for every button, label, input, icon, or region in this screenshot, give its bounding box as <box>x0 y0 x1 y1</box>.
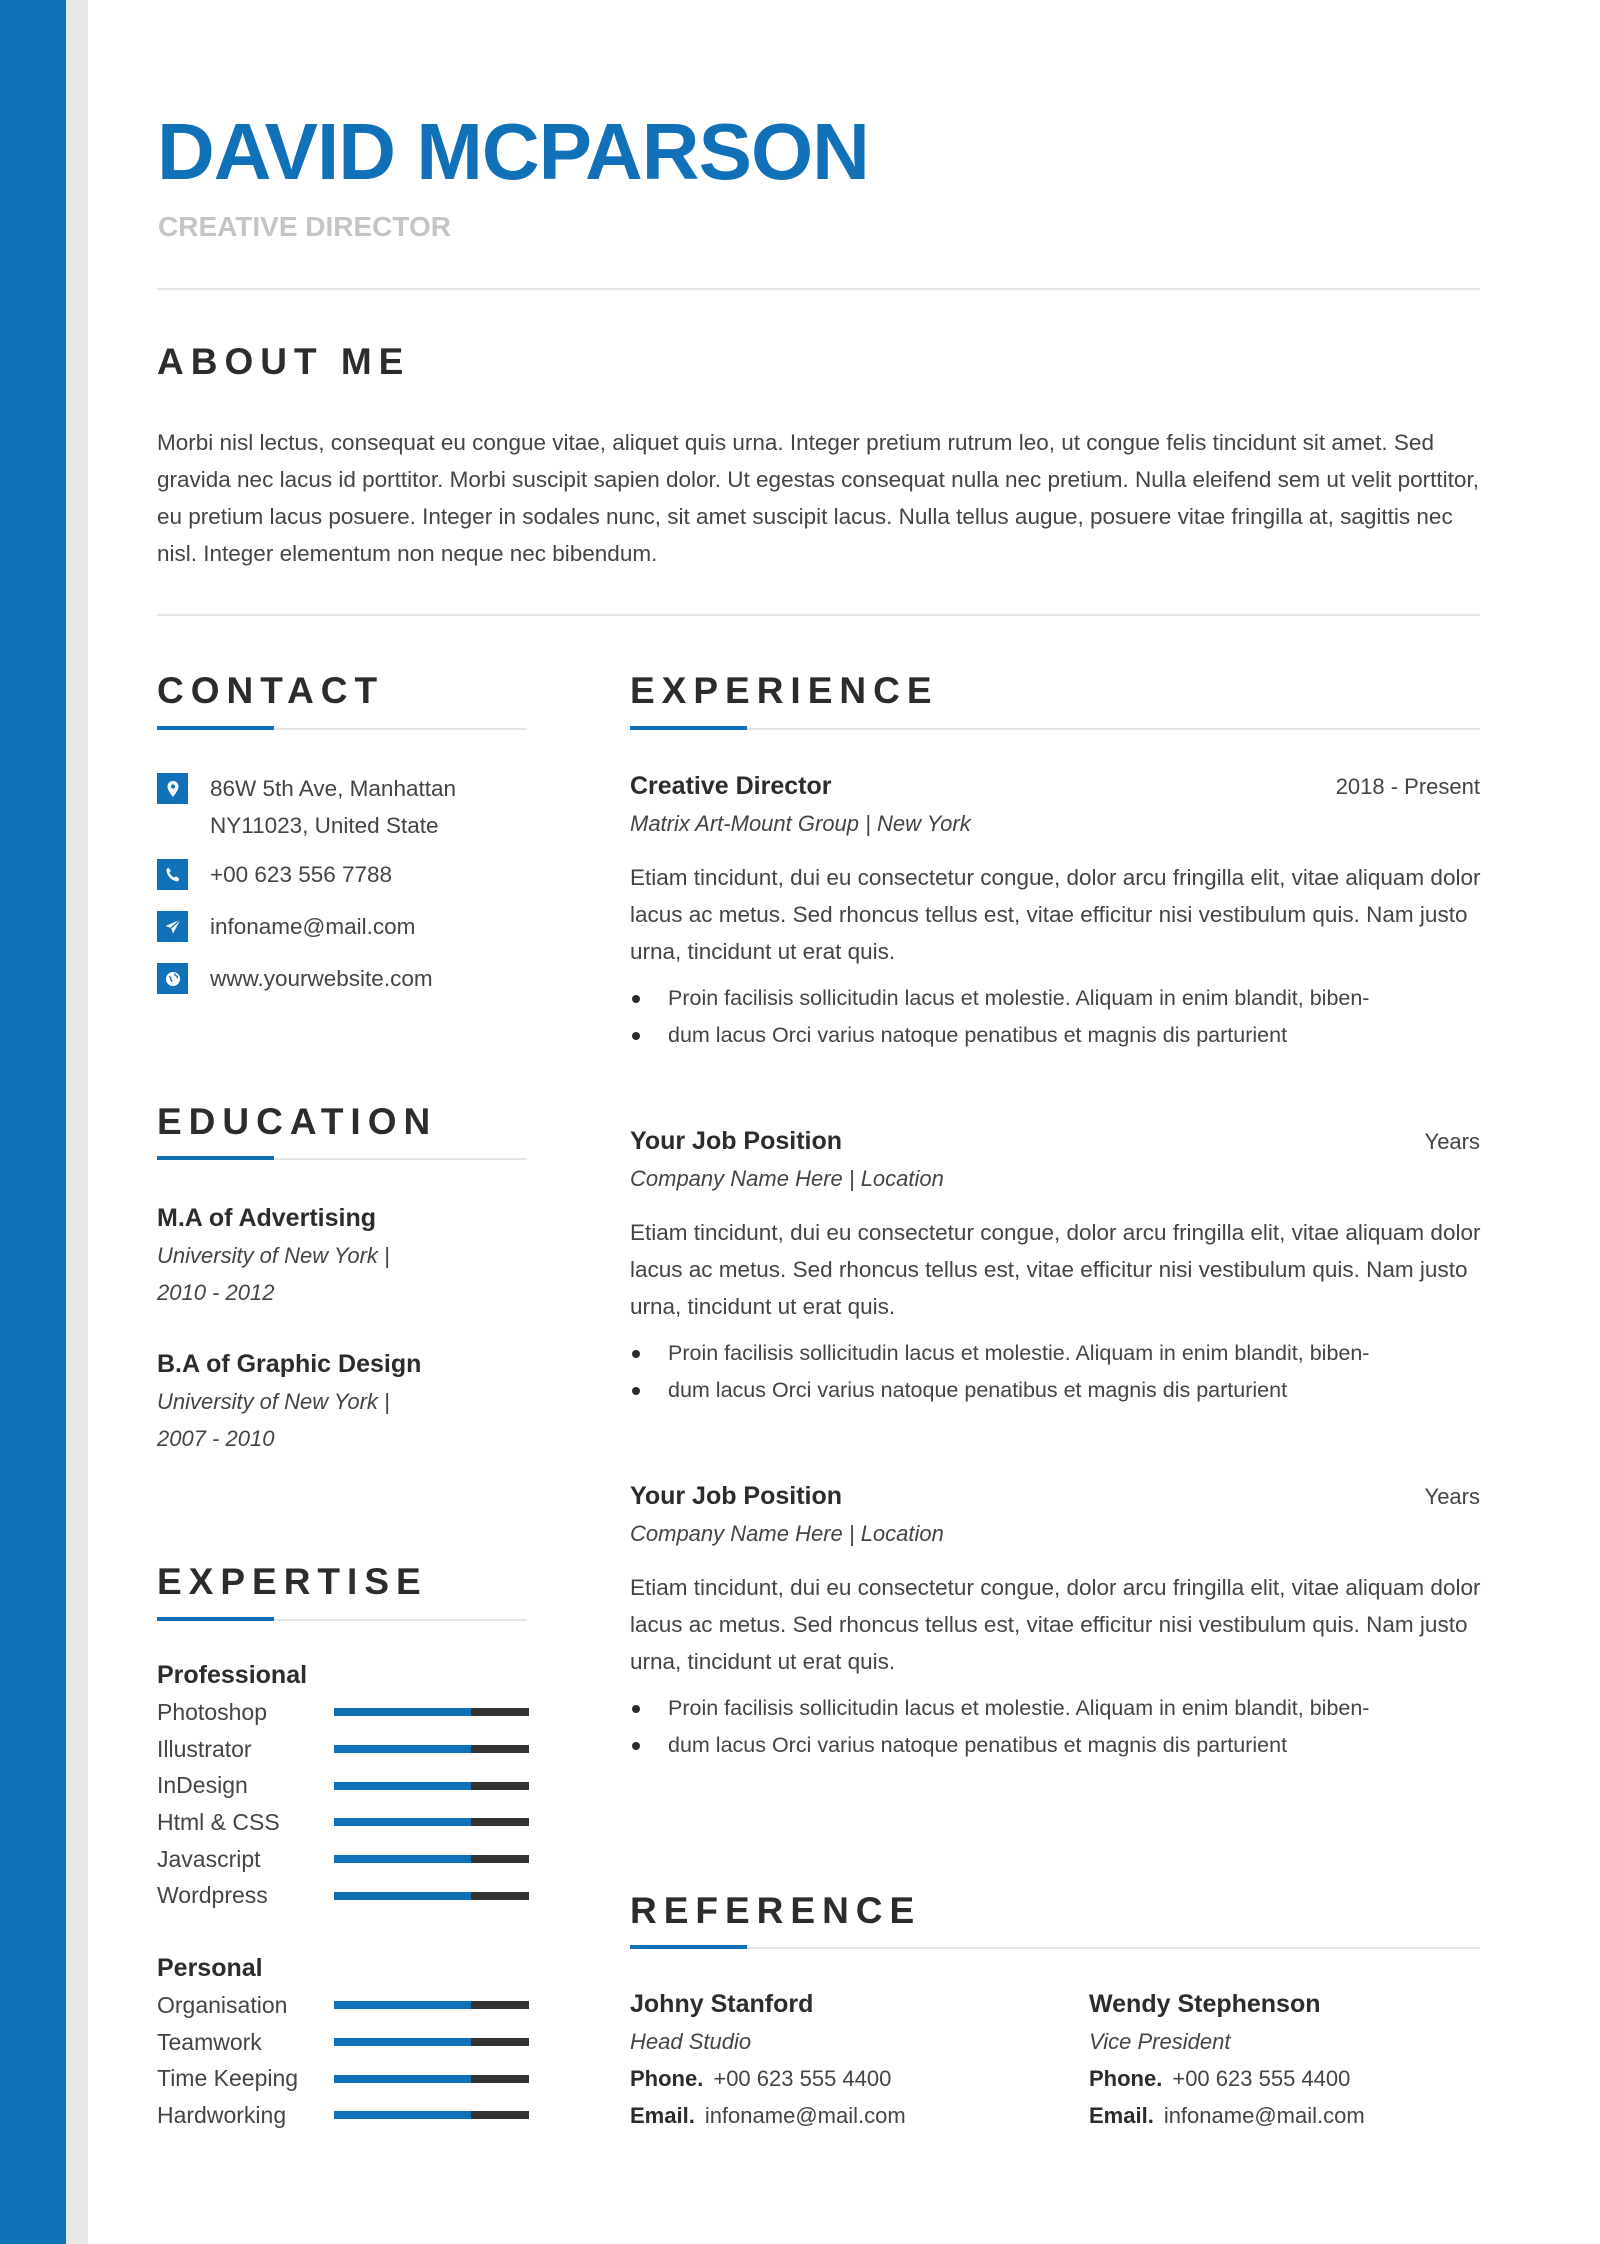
skill-name: Wordpress <box>157 1882 268 1909</box>
education-degree: M.A of Advertising <box>157 1204 376 1232</box>
skill-name: Illustrator <box>157 1735 252 1762</box>
contact-title: CONTACT <box>157 670 385 711</box>
skill-bar <box>334 1708 529 1716</box>
personal-label: Personal <box>157 1954 263 1982</box>
skill-bar <box>334 1855 529 1863</box>
job-bullets <box>630 980 1490 1054</box>
contact-phone <box>157 856 537 893</box>
skill-name: Time Keeping <box>157 2065 299 2092</box>
reference-email-value: infoname@mail.com <box>1163 2103 1365 2128</box>
education-item <box>157 1346 421 1457</box>
about-text: Morbi nisl lectus, consequat eu congue vitae, aliquet quis urna. Integer pretium rutrum leo, ut congue felis tincidunt sit amet. Sed gravida nec lacus id porttitor. Morbi suscipit sapien dolor. Ut egestas consequat nulla nec pretium. Nulla eleifend sem ut velit porttitor, eu pretium lacus posuere. Integer in sodales nunc, sit amet suscipit lacus. Nulla tellus augue, posuere vitae fringilla at, sagittis nec nisl. Integer elementum non neque nec bibendum. <box>157 430 1479 566</box>
skill-bar-fill <box>334 2001 471 2009</box>
job-description: Etiam tincidunt, dui eu consectetur congue, dolor arcu fringilla elit, vitae aliquam dolor lacus ac metus. Sed rhoncus tellus est, vitae efficitur nisi vestibulum quis. Nam justo urna, tincidunt ut erat quis. <box>630 1220 1481 1319</box>
education-years: 2007 - 2010 <box>157 1426 275 1451</box>
email-label: Email. <box>630 2103 695 2128</box>
reference-phone <box>630 2060 906 2097</box>
skill-name: Javascript <box>157 1845 261 1872</box>
expertise-underline-accent <box>157 1617 274 1621</box>
skill-name: Photoshop <box>157 1698 267 1725</box>
skill-bar-fill <box>334 1782 471 1790</box>
header-divider <box>157 288 1480 290</box>
reference-email <box>630 2097 906 2134</box>
skill-row <box>157 1987 532 2024</box>
skill-row <box>157 1694 532 1731</box>
candidate-role: CREATIVE DIRECTOR <box>158 211 451 242</box>
job-title: Your Job Position <box>630 1482 843 1510</box>
reference-phone <box>1089 2060 1365 2097</box>
skill-bar-fill <box>334 1892 471 1900</box>
skill-name: Hardworking <box>157 2101 287 2128</box>
skill-bar-fill <box>334 1818 471 1826</box>
skill-row <box>157 1841 532 1878</box>
education-school: University of New York | <box>157 1389 390 1414</box>
reference-name: Johny Stanford <box>630 1990 814 2018</box>
skill-bar <box>334 2001 529 2009</box>
reference-email <box>1089 2097 1365 2134</box>
job-bullets <box>630 1335 1490 1409</box>
education-underline-accent <box>157 1156 274 1160</box>
skill-row <box>157 1767 532 1804</box>
phone-icon <box>157 859 188 890</box>
skill-row <box>157 2024 532 2061</box>
job-bullets <box>630 1690 1490 1764</box>
education-school: University of New York | <box>157 1243 390 1268</box>
education-title: EDUCATION <box>157 1101 438 1142</box>
job-period: Years <box>1424 1129 1480 1154</box>
job-period: 2018 - Present <box>1335 774 1480 799</box>
job-bullet: Proin facilisis sollicitudin lacus et molestie. Aliquam in enim blandit, biben- <box>630 980 1490 1017</box>
globe-icon <box>157 963 188 994</box>
about-divider <box>157 614 1480 616</box>
candidate-name: DAVID MCPARSON <box>157 107 869 196</box>
skill-bar-fill <box>334 1855 471 1863</box>
skill-row <box>157 2060 532 2097</box>
reference-underline <box>630 1947 1480 1949</box>
skill-bar <box>334 2075 529 2083</box>
job-bullet: dum lacus Orci varius natoque penatibus et magnis dis parturient <box>630 1017 1490 1054</box>
job-description: Etiam tincidunt, dui eu consectetur congue, dolor arcu fringilla elit, vitae aliquam dolor lacus ac metus. Sed rhoncus tellus est, vitae efficitur nisi vestibulum quis. Nam justo urna, tincidunt ut erat quis. <box>630 1575 1481 1674</box>
professional-skills <box>157 1694 532 1914</box>
experience-underline-accent <box>630 726 747 730</box>
personal-skills <box>157 1987 532 2134</box>
reference-role: Head Studio <box>630 2029 752 2054</box>
job-company: Matrix Art-Mount Group | New York <box>630 811 971 836</box>
job-entry <box>630 1123 1480 1409</box>
job-bullet: dum lacus Orci varius natoque penatibus et magnis dis parturient <box>630 1372 1490 1409</box>
reference-email-value: infoname@mail.com <box>704 2103 906 2128</box>
skill-bar <box>334 1892 529 1900</box>
education-degree: B.A of Graphic Design <box>157 1350 422 1378</box>
address-line-1: 86W 5th Ave, Manhattan <box>210 776 456 801</box>
reference-card <box>630 1986 906 2134</box>
reference-title: REFERENCE <box>630 1890 922 1931</box>
skill-row <box>157 1804 532 1841</box>
skill-row <box>157 1731 532 1768</box>
skill-name: Html & CSS <box>157 1808 280 1835</box>
email-text: infoname@mail.com <box>210 914 416 939</box>
skill-bar <box>334 2111 529 2119</box>
phone-label: Phone. <box>630 2066 704 2091</box>
skill-bar <box>334 1818 529 1826</box>
professional-label: Professional <box>157 1661 308 1689</box>
skill-row <box>157 2097 532 2134</box>
job-company: Company Name Here | Location <box>630 1166 944 1191</box>
send-icon <box>157 911 188 942</box>
skill-bar-fill <box>334 2075 471 2083</box>
contact-address <box>157 770 537 844</box>
website-text: www.yourwebsite.com <box>210 966 433 991</box>
job-period: Years <box>1424 1484 1480 1509</box>
contact-email <box>157 908 537 945</box>
phone-text: +00 623 556 7788 <box>210 862 393 887</box>
phone-label: Phone. <box>1089 2066 1163 2091</box>
contact-underline-accent <box>157 726 274 730</box>
job-title: Creative Director <box>630 772 832 800</box>
job-entry <box>630 1478 1480 1764</box>
job-title: Your Job Position <box>630 1127 843 1155</box>
job-bullet: dum lacus Orci varius natoque penatibus et magnis dis parturient <box>630 1727 1490 1764</box>
reference-phone-value: +00 623 555 4400 <box>713 2066 892 2091</box>
job-entry <box>630 768 1480 1054</box>
job-company: Company Name Here | Location <box>630 1521 944 1546</box>
skill-row <box>157 1877 532 1914</box>
skill-name: Teamwork <box>157 2028 262 2055</box>
experience-underline <box>630 728 1480 730</box>
skill-name: Organisation <box>157 1991 288 2018</box>
address-line-2: NY11023, United State <box>210 813 439 838</box>
skill-bar-fill <box>334 2038 471 2046</box>
reference-phone-value: +00 623 555 4400 <box>1172 2066 1351 2091</box>
experience-title: EXPERIENCE <box>630 670 939 711</box>
email-label: Email. <box>1089 2103 1154 2128</box>
contact-website <box>157 960 537 997</box>
skill-bar-fill <box>334 1745 471 1753</box>
education-years: 2010 - 2012 <box>157 1280 275 1305</box>
reference-name: Wendy Stephenson <box>1089 1990 1321 2018</box>
education-item <box>157 1200 390 1311</box>
left-grey-strip <box>66 0 88 2244</box>
skill-bar <box>334 1745 529 1753</box>
skill-bar <box>334 1782 529 1790</box>
left-accent-bar <box>0 0 66 2244</box>
job-description: Etiam tincidunt, dui eu consectetur congue, dolor arcu fringilla elit, vitae aliquam dolor lacus ac metus. Sed rhoncus tellus est, vitae efficitur nisi vestibulum quis. Nam justo urna, tincidunt ut erat quis. <box>630 865 1481 964</box>
skill-bar-fill <box>334 2111 471 2119</box>
skill-name: InDesign <box>157 1772 248 1799</box>
reference-role: Vice President <box>1089 2029 1231 2054</box>
skill-bar <box>334 2038 529 2046</box>
reference-underline-accent <box>630 1945 747 1949</box>
skill-bar-fill <box>334 1708 471 1716</box>
expertise-title: EXPERTISE <box>157 1561 428 1602</box>
job-bullet: Proin facilisis sollicitudin lacus et molestie. Aliquam in enim blandit, biben- <box>630 1690 1490 1727</box>
reference-card <box>1089 1986 1365 2134</box>
location-icon <box>157 773 188 804</box>
about-title: ABOUT ME <box>157 341 411 382</box>
job-bullet: Proin facilisis sollicitudin lacus et molestie. Aliquam in enim blandit, biben- <box>630 1335 1490 1372</box>
